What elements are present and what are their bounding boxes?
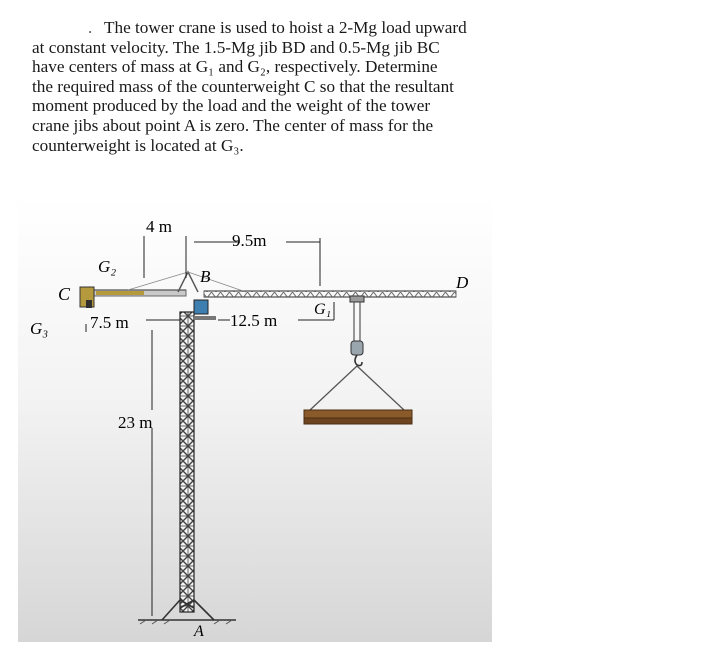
problem-line-5: moment produced by the load and the weight of the tower — [32, 96, 431, 116]
counterweight — [80, 287, 94, 308]
dim-12-5m-label: 12.5 m — [230, 311, 278, 330]
tower-crane-figure — [18, 196, 492, 642]
dim-7-5m-label: 7.5 m — [90, 313, 129, 332]
problem-statement — [32, 18, 552, 155]
point-c-label: C — [58, 284, 71, 304]
g3-label: G₃ — [30, 319, 49, 338]
jib-bd — [204, 291, 456, 297]
problem-line-7: counterweight is located at G₃. — [32, 135, 244, 155]
point-b-label: B — [200, 267, 211, 286]
jib-bc — [80, 290, 186, 296]
g2-label: G₂ — [98, 257, 117, 276]
problem-number: . — [88, 18, 93, 37]
problem-line-2: at constant velocity. The 1.5-Mg jib BD and 0.5-Mg jib BC — [32, 37, 440, 57]
problem-line-3: have centers of mass at G₁ and G₂, respectively. Determine — [32, 57, 438, 77]
point-a-label: A — [194, 623, 204, 640]
problem-line-4: the required mass of the counterweight C so that the resultant — [32, 76, 454, 96]
point-d-label: D — [456, 273, 469, 292]
problem-line-1: The tower crane is used to hoist a 2-Mg load upward — [104, 18, 467, 37]
dim-23m-label: 23 m — [118, 413, 153, 432]
operator-cab — [194, 300, 208, 314]
problem-line-6: crane jibs about point A is zero. The center of mass for the — [32, 115, 434, 135]
g1-label: G₁ — [314, 301, 332, 318]
dim-9-5m-label: 9.5m — [232, 231, 267, 250]
cab-platform — [194, 316, 216, 320]
load — [304, 410, 412, 424]
figure-background — [18, 196, 492, 642]
crane-diagram — [18, 196, 492, 642]
dim-4m-label: 4 m — [146, 217, 172, 236]
